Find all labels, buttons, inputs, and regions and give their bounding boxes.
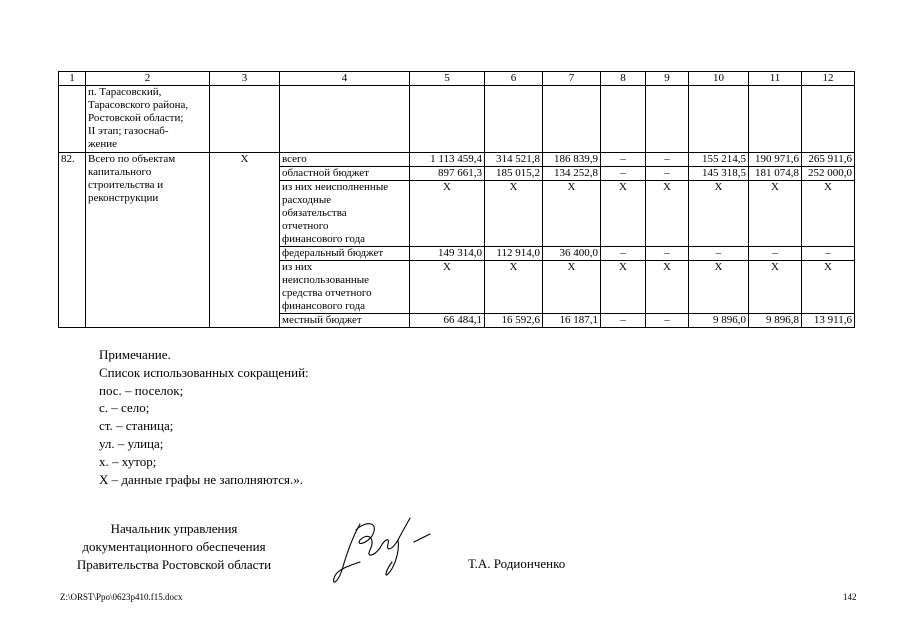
value-cell: 897 661,3 [410, 167, 485, 181]
label-line: из них [282, 261, 313, 273]
label-line: средства отчетного [282, 287, 372, 299]
note-title: Примечание. [99, 347, 171, 362]
value-cell: 36 400,0 [543, 247, 601, 261]
value-cell: 145 318,5 [689, 167, 749, 181]
value-cell: 16 592,6 [485, 314, 543, 328]
value-cell: Х [601, 181, 646, 247]
name-line: Ростовской области; [88, 112, 184, 124]
value-cell: Х [689, 261, 749, 314]
value-cell: 66 484,1 [410, 314, 485, 328]
header-cell: 8 [601, 72, 646, 86]
header-cell: 5 [410, 72, 485, 86]
num-cell [59, 86, 86, 153]
value-cell: – [646, 247, 689, 261]
value-cell: 149 314,0 [410, 247, 485, 261]
value-cell: Х [485, 261, 543, 314]
handwritten-signature [330, 512, 440, 590]
value-cell: 181 074,8 [749, 167, 802, 181]
value-cell: 185 015,2 [485, 167, 543, 181]
value-cell: 252 000,0 [802, 167, 855, 181]
note-line: пос. – поселок; [99, 382, 184, 398]
name-line: жение [88, 138, 117, 150]
value-cell: Х [689, 181, 749, 247]
value-cell: – [601, 167, 646, 181]
value-cell: 190 971,6 [749, 153, 802, 167]
label-line: финансового года [282, 233, 366, 245]
value-cell: Х [646, 261, 689, 314]
value-cell: – [646, 153, 689, 167]
source-label [280, 181, 410, 247]
position-line: Начальник управления [110, 521, 238, 536]
value-cell: 112 914,0 [485, 247, 543, 261]
value-cell: Х [802, 181, 855, 247]
note-line: Х – данные графы не заполняются.». [99, 471, 304, 487]
header-cell: 4 [280, 72, 410, 86]
value-cell: Х [485, 181, 543, 247]
value-cell: 314 521,8 [485, 153, 543, 167]
value-cell: Х [543, 181, 601, 247]
col3-cell: Х [210, 153, 280, 328]
continuation-row [59, 86, 855, 153]
position-line: документационного обеспечения [82, 539, 266, 554]
source-label: федеральный бюджет [280, 247, 410, 261]
header-cell: 1 [59, 72, 86, 86]
name-line: п. Тарасовский, [88, 86, 162, 98]
file-path: Z:\ORST\Ppo\0623p410.f15.docx [60, 592, 183, 602]
source-label: местный бюджет [280, 314, 410, 328]
header-cell: 2 [86, 72, 210, 86]
value-cell: Х [646, 181, 689, 247]
label-line: финансового года [282, 300, 366, 312]
table-row [59, 153, 855, 167]
value-cell: Х [410, 261, 485, 314]
label-line: расходные [282, 194, 332, 206]
value-cell: Х [410, 181, 485, 247]
header-cell: 9 [646, 72, 689, 86]
value-cell: – [601, 153, 646, 167]
header-cell: 10 [689, 72, 749, 86]
header-cell: 3 [210, 72, 280, 86]
header-row [59, 72, 855, 86]
source-label: всего [280, 153, 410, 167]
value-cell: Х [601, 261, 646, 314]
label-line: из них неисполненные [282, 181, 389, 193]
value-cell: 155 214,5 [689, 153, 749, 167]
header-cell: 6 [485, 72, 543, 86]
label-line: обязательства [282, 207, 347, 219]
value-cell: – [646, 167, 689, 181]
value-cell: 134 252,8 [543, 167, 601, 181]
object-name-cell [86, 86, 210, 153]
value-cell: – [601, 314, 646, 328]
signer-name: Т.А. Родионченко [468, 556, 566, 571]
value-cell: 16 187,1 [543, 314, 601, 328]
value-cell: – [689, 247, 749, 261]
note-line: Список использованных сокращений: [99, 364, 309, 380]
page-number: 142 [843, 592, 857, 602]
note-line: ст. – станица; [99, 418, 174, 434]
note-block [99, 346, 309, 488]
signer-position [60, 520, 288, 574]
note-line: с. – село; [99, 400, 150, 416]
value-cell: – [646, 314, 689, 328]
source-label: областной бюджет [280, 167, 410, 181]
value-cell: 186 839,9 [543, 153, 601, 167]
name-line: реконструкции [88, 192, 159, 204]
value-cell: 9 896,0 [689, 314, 749, 328]
position-line: Правительства Ростовской области [76, 557, 272, 572]
value-cell: – [749, 247, 802, 261]
object-name-cell [86, 153, 210, 328]
name-line: Всего по объектам [88, 153, 176, 165]
value-cell: Х [802, 261, 855, 314]
value-cell: – [601, 247, 646, 261]
value-cell: Х [749, 181, 802, 247]
value-cell: 13 911,6 [802, 314, 855, 328]
budget-table [58, 71, 855, 328]
name-line: II этап; газоснаб- [88, 125, 169, 137]
name-line: капитального [88, 166, 152, 178]
label-line: неиспользованные [282, 274, 370, 286]
name-line: строительства и [88, 179, 164, 191]
note-line: х. – хутор; [99, 453, 157, 469]
source-label [280, 261, 410, 314]
header-cell: 7 [543, 72, 601, 86]
value-cell: Х [749, 261, 802, 314]
value-cell: 265 911,6 [802, 153, 855, 167]
row-number: 82. [59, 153, 86, 328]
header-cell: 11 [749, 72, 802, 86]
header-cell: 12 [802, 72, 855, 86]
value-cell: 1 113 459,4 [410, 153, 485, 167]
value-cell: – [802, 247, 855, 261]
value-cell: Х [543, 261, 601, 314]
note-line: ул. – улица; [99, 435, 164, 451]
name-line: Тарасовского района, [88, 99, 189, 111]
label-line: отчетного [282, 220, 329, 232]
value-cell: 9 896,8 [749, 314, 802, 328]
